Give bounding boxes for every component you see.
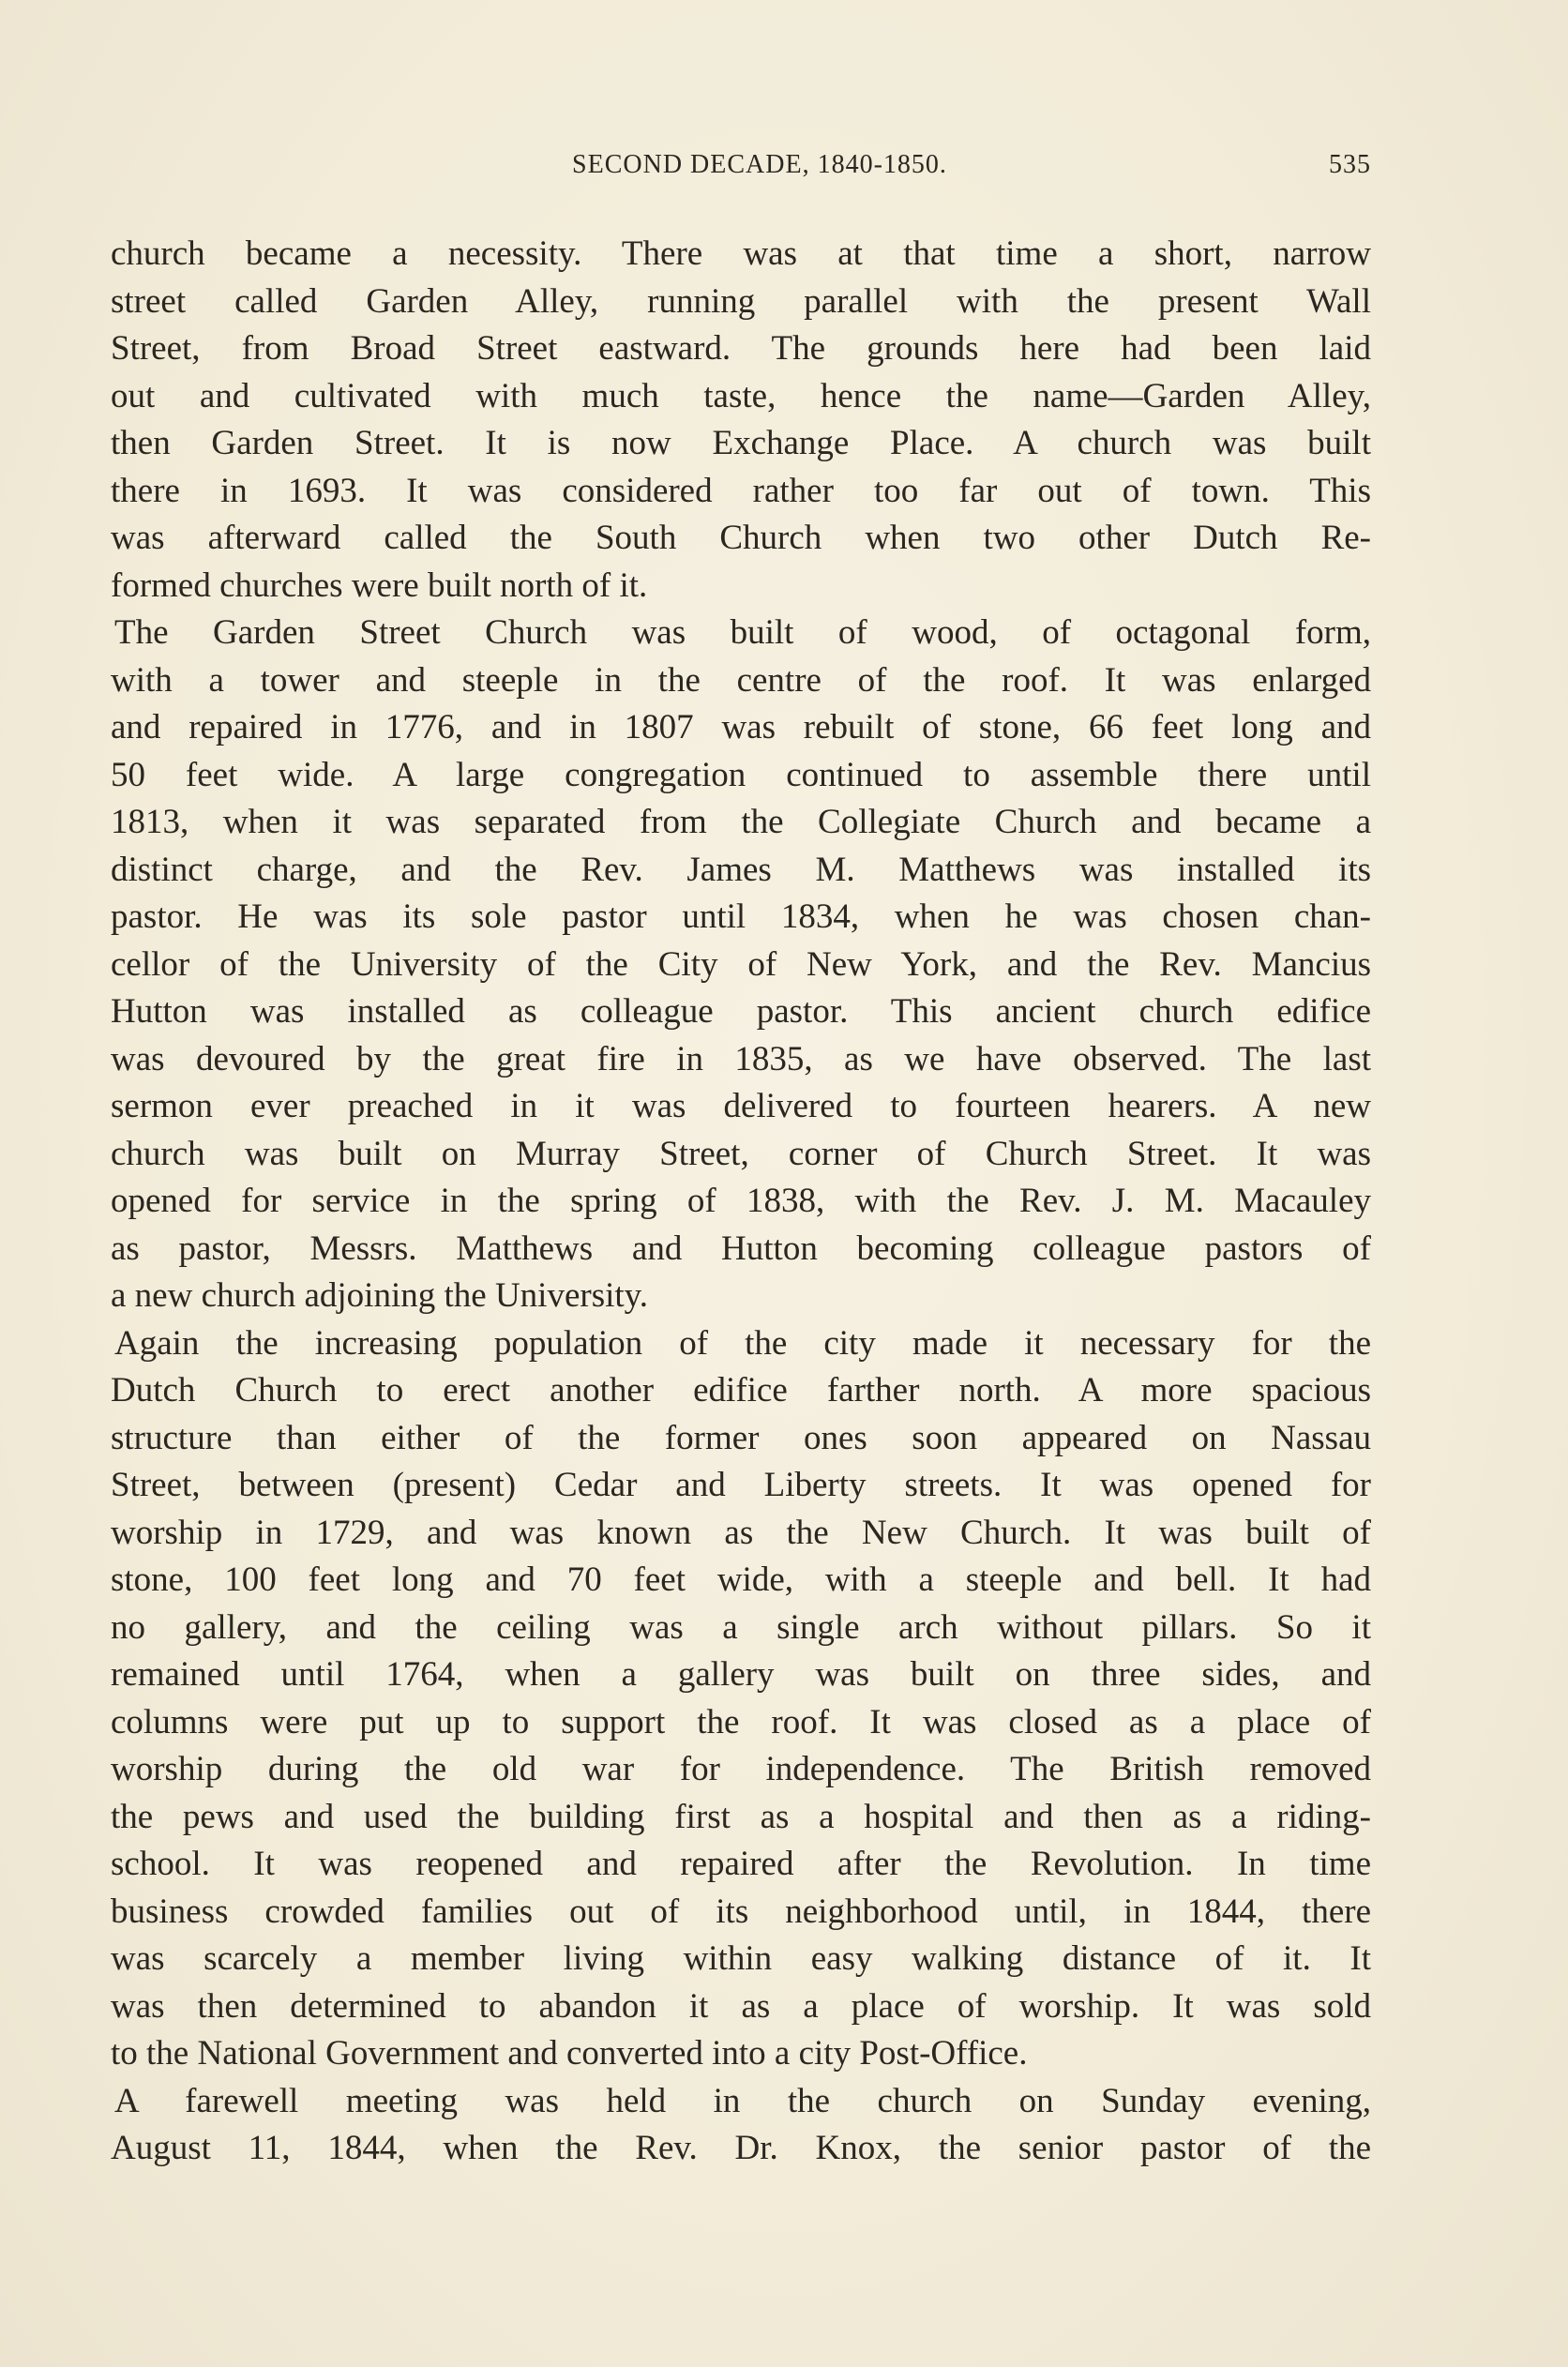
- paragraph-first-line: A farewell meeting was held in the church on Sunday evening,: [114, 2081, 1371, 2120]
- running-head-title: SECOND DECADE, 1840-1850.: [572, 150, 947, 179]
- text-line: 1813, when it was separated from the Collegiate Church and became a: [111, 803, 1371, 841]
- text-line: no gallery, and the ceiling was a single arch without pillars. So it: [111, 1607, 1371, 1647]
- text-line: columns were put up to support the roof. It was closed as a place of: [111, 1702, 1371, 1741]
- text-line: the pews and used the building first as a hospital and then as a riding-: [111, 1797, 1371, 1836]
- text-line: was then determined to abandon it as a place of worship. It was sold: [111, 1986, 1371, 2026]
- text-line: Street, from Broad Street eastward. The grounds here had been laid: [111, 329, 1371, 368]
- page-number: 535: [1329, 150, 1371, 179]
- text-line: a new church adjoining the University.: [111, 1276, 648, 1315]
- text-line: there in 1693. It was considered rather too far out of town. This: [111, 471, 1371, 510]
- text-line: opened for service in the spring of 1838, with the Rev. J. M. Macauley: [111, 1182, 1371, 1220]
- text-line: Dutch Church to erect another edifice farther north. A more spacious: [111, 1371, 1371, 1410]
- running-head: [111, 150, 1371, 191]
- text-line: stone, 100 feet long and 70 feet wide, with a steeple and bell. It had: [111, 1560, 1371, 1599]
- body-text: [111, 231, 1371, 2173]
- text-line: out and cultivated with much taste, hence the name—Garden Alley,: [111, 376, 1371, 415]
- text-line: Hutton was installed as colleague pastor. This ancient church edifice: [111, 992, 1371, 1031]
- text-line: structure than either of the former ones soon appeared on Nassau: [111, 1418, 1371, 1457]
- text-line: was scarcely a member living within easy walking distance of it. It: [111, 1939, 1371, 1978]
- text-line: pastor. He was its sole pastor until 1834, when he was chosen chan-: [111, 897, 1371, 936]
- text-line: worship in 1729, and was known as the New Church. It was built of: [111, 1513, 1371, 1552]
- text-line: with a tower and steeple in the centre of the roof. It was enlarged: [111, 660, 1371, 700]
- text-line: and repaired in 1776, and in 1807 was rebuilt of stone, 66 feet long and: [111, 708, 1371, 746]
- text-line: cellor of the University of the City of New York, and the Rev. Mancius: [111, 944, 1371, 984]
- text-line: business crowded families out of its neighborhood until, in 1844, there: [111, 1892, 1371, 1931]
- paragraph-first-line: Again the increasing population of the city made it necessary for the: [114, 1323, 1371, 1363]
- text-line: August 11, 1844, when the Rev. Dr. Knox, the senior pastor of the: [111, 2129, 1371, 2167]
- text-line: was devoured by the great fire in 1835, as we have observed. The last: [111, 1039, 1371, 1078]
- text-line: 50 feet wide. A large congregation continued to assemble there until: [111, 755, 1371, 794]
- text-line: sermon ever preached in it was delivered to fourteen hearers. A new: [111, 1087, 1371, 1125]
- text-line: Street, between (present) Cedar and Liberty streets. It was opened for: [111, 1466, 1371, 1504]
- text-line: was afterward called the South Church when two other Dutch Re-: [111, 519, 1371, 557]
- text-line: church became a necessity. There was at that time a short, narrow: [111, 234, 1371, 273]
- text-line: church was built on Murray Street, corner of Church Street. It was: [111, 1134, 1371, 1173]
- text-line: then Garden Street. It is now Exchange Place. A church was built: [111, 424, 1371, 462]
- paragraph-first-line: The Garden Street Church was built of wood, of octagonal form,: [114, 613, 1371, 652]
- text-line: to the National Government and converted into a city Post-Office.: [111, 2034, 1028, 2073]
- text-line: street called Garden Alley, running parallel with the present Wall: [111, 281, 1371, 321]
- text-line: remained until 1764, when a gallery was built on three sides, and: [111, 1655, 1371, 1694]
- text-line: as pastor, Messrs. Matthews and Hutton becoming colleague pastors of: [111, 1229, 1371, 1268]
- text-line: school. It was reopened and repaired after the Revolution. In time: [111, 1845, 1371, 1883]
- text-line: distinct charge, and the Rev. James M. Matthews was installed its: [111, 850, 1371, 889]
- text-line: worship during the old war for independence. The British removed: [111, 1750, 1371, 1788]
- text-line: formed churches were built north of it.: [111, 565, 648, 605]
